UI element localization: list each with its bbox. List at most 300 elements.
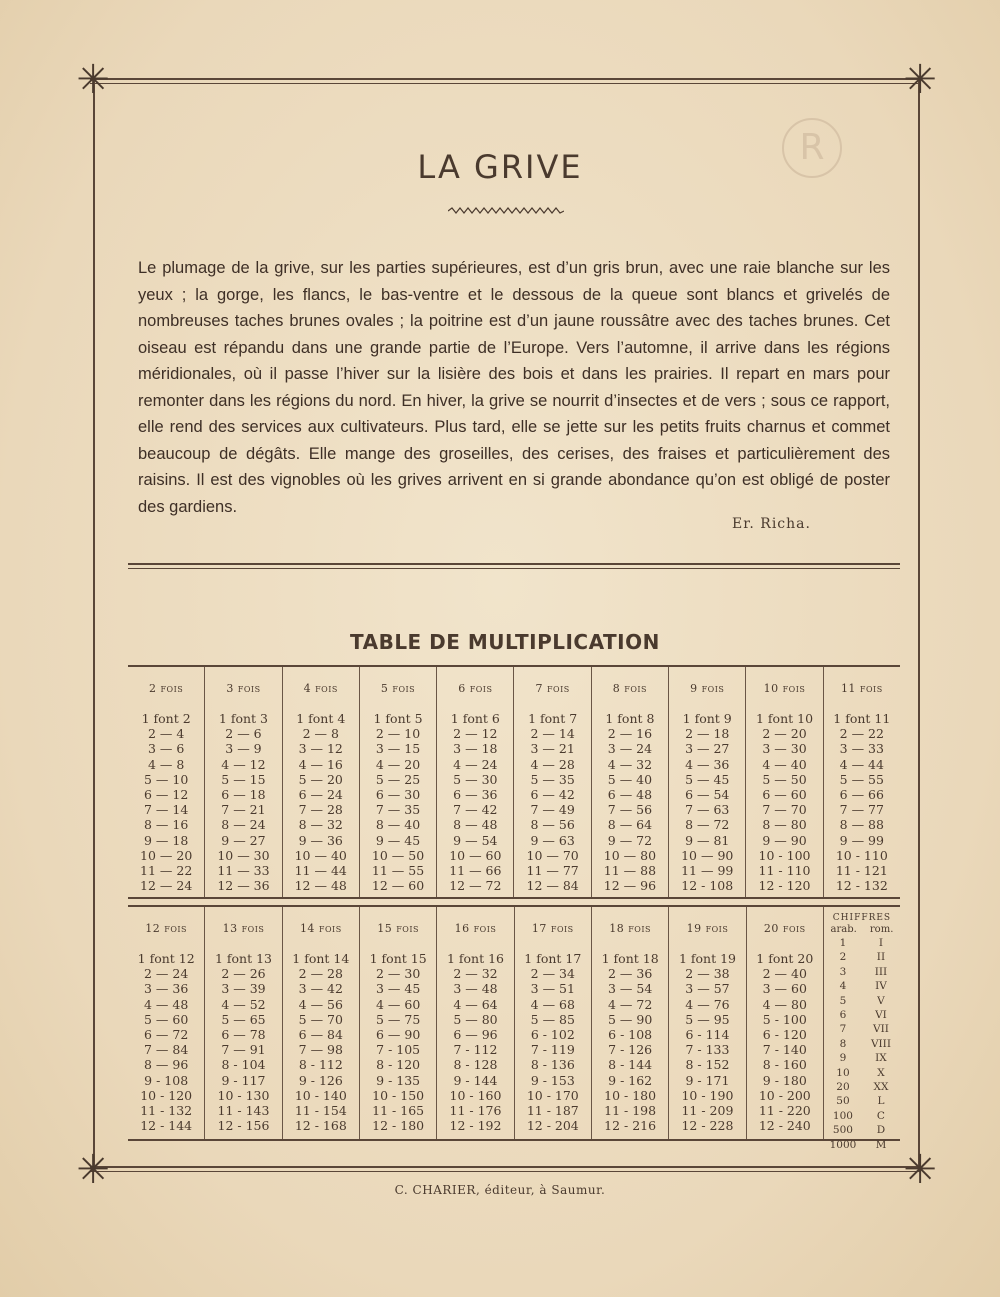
table-cell: 7 — 84 (144, 1042, 189, 1058)
table-cell: 12 - 132 (835, 878, 888, 894)
table-cell: 6 — 12 (143, 787, 189, 803)
table-cell: 10 - 140 (294, 1087, 347, 1103)
border-top (90, 78, 920, 84)
table-cell: 9 - 180 (762, 1072, 807, 1088)
border-right (918, 78, 920, 1168)
table-cell: 4 — 32 (607, 756, 653, 772)
table-cell: 8 - 104 (221, 1057, 266, 1073)
table-cell: 10 — 60 (449, 847, 502, 863)
numeral-row (824, 1051, 900, 1065)
table-cell: 8 - 128 (453, 1057, 498, 1073)
table-cell: 9 — 81 (685, 832, 730, 848)
roman-numeral: XX (873, 1081, 889, 1094)
table-cell: 3 — 9 (225, 741, 262, 757)
table-cell: 10 — 70 (526, 847, 579, 863)
arabic-numeral: 5 (839, 994, 847, 1007)
library-stamp: R (782, 118, 842, 178)
table-cell: 3 — 18 (453, 741, 498, 757)
corner-ornament-icon: ✳ (76, 1147, 110, 1193)
table-cell: 8 - 136 (530, 1057, 575, 1073)
table-cell: 3 — 51 (530, 981, 575, 997)
table-cell: 10 - 170 (526, 1087, 579, 1103)
table-cell: 3 — 42 (298, 981, 343, 997)
table-cell: 9 — 63 (530, 832, 575, 848)
table-cell: 3 — 27 (685, 741, 730, 757)
table-cell: 6 — 60 (762, 787, 807, 803)
table-cell: 1 font 6 (450, 711, 500, 726)
table-cell: 10 - 130 (217, 1087, 270, 1103)
table-cell: 11 — 99 (681, 863, 734, 879)
table-cell: 6 — 96 (453, 1027, 498, 1043)
column-header: 19 fois (686, 922, 729, 935)
table-cell: 11 - 220 (758, 1103, 811, 1119)
article-paragraph: Le plumage de la grive, sur les parties supérieures, est d’un gris brun, avec une raie blanche sur les yeux ; la gorge, les flancs, le bas-ventre et le dessous de la queue sont blancs et grivelés de nombreuses taches brunes ovales ; la poitrine est d’un jaune roussâtre avec des taches brunes. Cet oiseau est répandu dans une grande partie de l’Europe. Vers l’automne, il arrive dans les régions méridionales, où il passe l’hiver sur la lisière des bois et dans les prairies. Il repart en mars pour remonter dans les régions du nord. En hiver, la grive se nourrit d’insectes et de vers ; sous ce rapport, elle rend des services aux cultivateurs. Plus tard, elle se jette sur les petits fruits charnus et commet beaucoup de dégâts. Elle mange des groseilles, des cerises, des fraises et particulièrement des raisins. Il est des vignobles où les grives arrivent en si grande abondance qu’on est obligé de poster des gardiens. (138, 259, 890, 516)
roman-numerals-column (823, 907, 900, 1151)
table-cell: 2 — 34 (530, 966, 575, 982)
table-column (668, 907, 745, 1139)
table-cell: 2 — 28 (298, 966, 343, 982)
table-cell: 1 font 3 (218, 711, 268, 726)
table-cell: 7 — 63 (685, 802, 730, 818)
roman-numeral: X (877, 1066, 885, 1079)
table-cell: 11 - 154 (294, 1103, 347, 1119)
table-column (359, 907, 436, 1139)
table-cell: 3 — 33 (839, 741, 884, 757)
table-cell: 7 — 77 (839, 802, 884, 818)
table-cell: 6 — 42 (530, 787, 575, 803)
table-cell: 9 - 144 (453, 1072, 498, 1088)
table-cell: 12 — 24 (140, 878, 193, 894)
table-cell: 7 - 126 (608, 1042, 653, 1058)
table-cell: 4 — 56 (298, 996, 343, 1012)
table-cell: 12 - 108 (681, 878, 734, 894)
roman-numeral: V (877, 994, 885, 1007)
table-cell: 9 - 153 (530, 1072, 575, 1088)
table-column (436, 907, 513, 1139)
column-header: 3 fois (226, 682, 261, 695)
table-cell: 7 — 98 (298, 1042, 343, 1058)
column-header: 13 fois (222, 922, 265, 935)
table-cell: 5 — 15 (221, 771, 266, 787)
roman-label: rom. (869, 924, 894, 935)
roman-numeral: III (874, 965, 888, 978)
table-cell: 11 - 110 (758, 863, 811, 879)
table-cell: 2 — 26 (221, 966, 266, 982)
column-header: 18 fois (609, 922, 651, 935)
arabic-numeral: 4 (839, 980, 847, 993)
table-cell: 2 — 38 (685, 966, 730, 982)
table-cell: 4 — 20 (375, 756, 421, 772)
table-cell: 5 — 85 (530, 1011, 575, 1027)
table-cell: 11 - 187 (526, 1103, 579, 1119)
roman-numeral: C (876, 1109, 885, 1122)
arabic-numeral: 2 (839, 951, 847, 964)
roman-numeral: I (878, 937, 884, 949)
table-cell: 1 font 19 (678, 951, 736, 966)
table-cell: 4 — 16 (298, 756, 343, 772)
column-header: 15 fois (377, 922, 420, 935)
table-column (282, 907, 359, 1139)
roman-numeral: II (876, 951, 886, 964)
table-cell: 5 — 95 (685, 1011, 730, 1027)
table-cell: 7 — 42 (453, 802, 498, 818)
roman-numeral: IX (875, 1052, 887, 1065)
table-cell: 4 — 48 (144, 996, 189, 1012)
table-cell: 4 — 40 (762, 756, 807, 772)
arabic-numeral: 7 (839, 1023, 847, 1036)
table-cell: 9 — 54 (453, 832, 498, 848)
table-cell: 7 — 21 (221, 802, 266, 818)
table-cell: 11 - 209 (681, 1103, 734, 1119)
table-cell: 5 — 80 (453, 1011, 498, 1027)
table-cell: 12 - 240 (758, 1118, 811, 1134)
table-cell: 1 font 8 (605, 711, 655, 726)
table-cell: 8 — 96 (144, 1057, 189, 1073)
table-cell: 9 — 18 (143, 832, 189, 848)
table-cell: 4 — 24 (453, 756, 498, 772)
table-cell: 2 — 18 (685, 726, 730, 742)
table-cell: 3 — 21 (530, 741, 575, 757)
table-cell: 12 - 204 (526, 1118, 579, 1134)
table-cell: 12 — 96 (603, 878, 657, 894)
table-cell: 5 — 75 (375, 1011, 421, 1027)
table-cell: 8 — 40 (375, 817, 421, 833)
table-column (436, 667, 513, 897)
table-cell: 6 — 48 (607, 787, 653, 803)
table-cell: 8 — 32 (298, 817, 343, 833)
arabic-numeral: 6 (839, 1009, 847, 1022)
table-cell: 12 - 144 (140, 1118, 193, 1134)
table-cell: 1 font 12 (137, 951, 195, 966)
numeral-row (824, 936, 900, 950)
table-cell: 9 — 27 (221, 832, 266, 848)
border-bottom (90, 1166, 920, 1172)
table-cell: 2 — 20 (762, 726, 807, 742)
table-cell: 5 - 100 (762, 1011, 807, 1027)
table-cell: 3 — 45 (375, 981, 421, 997)
table-cell: 5 — 60 (144, 1011, 189, 1027)
table-cell: 7 - 133 (685, 1042, 730, 1058)
table-cell: 10 — 20 (140, 847, 193, 863)
section-divider (128, 563, 900, 569)
table-cell: 8 - 112 (298, 1057, 343, 1073)
column-header: 17 fois (531, 922, 574, 935)
table-cell: 10 — 90 (681, 847, 734, 863)
table-cell: 8 — 72 (685, 817, 730, 833)
table-cell: 12 — 36 (217, 878, 270, 894)
table-cell: 6 — 78 (221, 1027, 266, 1043)
border-left (93, 78, 95, 1168)
table-cell: 6 — 54 (685, 787, 730, 803)
numeral-row (824, 1109, 900, 1123)
table-cell: 10 - 110 (835, 847, 888, 863)
table-cell: 2 — 22 (839, 726, 884, 742)
numeral-row (824, 1008, 900, 1022)
publisher-footer: C. CHARIER, éditeur, à Saumur. (394, 1183, 606, 1197)
table-cell: 12 - 216 (604, 1118, 657, 1134)
arabic-numeral: 9 (839, 1052, 847, 1065)
column-header: CHIFFRES (832, 913, 892, 923)
table-cell: 2 — 32 (453, 966, 498, 982)
arabic-numeral: 1 (839, 937, 847, 949)
table-cell: 2 — 30 (375, 966, 421, 982)
arabic-numeral: 8 (839, 1037, 847, 1050)
table-column (128, 667, 204, 897)
table-cell: 12 — 84 (526, 878, 579, 894)
table-cell: 9 — 36 (298, 832, 343, 848)
table-cell: 3 — 36 (144, 981, 189, 997)
table-column (204, 907, 281, 1139)
table-cell: 4 — 52 (221, 996, 266, 1012)
table-cell: 1 font 9 (682, 711, 732, 726)
table-cell: 3 — 57 (685, 981, 730, 997)
table-cell: 3 — 6 (147, 741, 185, 757)
table-cell: 11 — 33 (217, 863, 270, 879)
table-cell: 5 — 65 (221, 1011, 266, 1027)
table-cell: 7 - 119 (530, 1042, 575, 1058)
table-cell: 11 - 121 (835, 863, 888, 879)
corner-ornament-icon: ✳ (903, 1147, 937, 1193)
numeral-row (824, 1123, 900, 1137)
table-cell: 9 - 126 (298, 1072, 343, 1088)
table-cell: 11 - 132 (140, 1103, 193, 1119)
roman-numeral: VI (875, 1009, 887, 1022)
numeral-row (824, 965, 900, 979)
table-cell: 9 — 90 (762, 832, 807, 848)
roman-numeral: IV (875, 980, 887, 993)
table-cell: 7 — 14 (143, 802, 189, 818)
table-column (823, 667, 900, 897)
table-cell: 10 — 80 (603, 847, 657, 863)
table-cell: 6 - 120 (762, 1027, 807, 1043)
table-cell: 11 — 66 (449, 863, 502, 879)
table-cell: 6 - 108 (608, 1027, 653, 1043)
table-cell: 3 — 60 (762, 981, 807, 997)
table-cell: 11 — 55 (371, 863, 425, 879)
table-cell: 12 — 48 (294, 878, 347, 894)
table-cell: 1 font 14 (292, 951, 350, 966)
column-header: 9 fois (690, 682, 725, 695)
corner-ornament-icon: ✳ (903, 57, 937, 103)
table-cell: 6 — 18 (221, 787, 266, 803)
table-column (745, 667, 822, 897)
ornament-squiggle-icon (448, 206, 564, 216)
arabic-numeral: 500 (832, 1124, 853, 1137)
numeral-row (824, 979, 900, 993)
table-cell: 1 font 16 (446, 951, 504, 966)
table-cell: 11 — 44 (294, 863, 347, 879)
column-header: 12 fois (145, 922, 188, 935)
table-cell: 11 — 77 (526, 863, 579, 879)
table-cell: 6 - 102 (530, 1027, 575, 1043)
table-cell: 11 - 143 (217, 1103, 270, 1119)
table-cell: 6 — 72 (144, 1027, 189, 1043)
table-cell: 8 - 160 (762, 1057, 807, 1073)
table-cell: 2 — 36 (607, 966, 653, 982)
table-column (204, 667, 281, 897)
numeral-row (824, 994, 900, 1008)
table-cell: 6 - 114 (685, 1027, 730, 1043)
table-cell: 7 — 35 (375, 802, 421, 818)
table-cell: 8 - 144 (608, 1057, 653, 1073)
table-cell: 3 — 48 (453, 981, 498, 997)
table-column (668, 667, 745, 897)
table-cell: 12 - 168 (294, 1118, 347, 1134)
multiplication-table-1 (128, 665, 900, 899)
table-cell: 3 — 39 (221, 981, 266, 997)
column-header: 5 fois (380, 682, 416, 695)
table-cell: 7 — 28 (298, 802, 343, 818)
arabic-numeral: 50 (836, 1095, 850, 1108)
column-header: 7 fois (535, 682, 570, 695)
numeral-row (824, 1066, 900, 1080)
table-cell: 10 - 120 (140, 1087, 193, 1103)
table-cell: 11 — 88 (603, 863, 657, 879)
column-header: 4 fois (303, 682, 338, 695)
column-header: 8 fois (612, 682, 648, 695)
table-cell: 5 — 90 (607, 1011, 653, 1027)
table-cell: 5 — 45 (685, 771, 730, 787)
table-cell: 7 — 70 (762, 802, 807, 818)
table-cell: 9 - 171 (685, 1072, 730, 1088)
table-cell: 10 - 160 (449, 1087, 502, 1103)
table-column (746, 907, 823, 1139)
table-cell: 12 - 156 (217, 1118, 270, 1134)
table-cell: 11 — 22 (140, 863, 193, 879)
table-cell: 5 — 50 (762, 771, 807, 787)
table-cell: 8 — 56 (530, 817, 575, 833)
table-cell: 5 — 25 (375, 771, 421, 787)
numeral-row (824, 1037, 900, 1051)
corner-ornament-icon: ✳ (76, 57, 110, 103)
table-cell: 6 — 24 (298, 787, 343, 803)
table-cell: 5 — 70 (298, 1011, 343, 1027)
table-cell: 11 - 198 (604, 1103, 657, 1119)
multiplication-table-2 (128, 905, 900, 1151)
column-header: 2 fois (149, 682, 184, 695)
table-cell: 2 — 10 (375, 726, 421, 742)
table-cell: 9 - 162 (608, 1072, 653, 1088)
table-cell: 6 — 84 (298, 1027, 343, 1043)
table-cell: 1 font 10 (756, 711, 814, 726)
roman-numeral: M (875, 1138, 887, 1151)
table-cell: 2 — 4 (147, 726, 185, 742)
table-column (591, 667, 668, 897)
table-cell: 1 font 5 (373, 711, 423, 726)
numeral-row (824, 1022, 900, 1036)
table-cell: 9 — 45 (375, 832, 421, 848)
roman-numeral: VIII (870, 1037, 891, 1050)
roman-numeral: VII (873, 1023, 889, 1036)
table-cell: 8 — 88 (839, 817, 884, 833)
arabic-numeral: 20 (836, 1081, 850, 1094)
table-cell: 1 font 18 (601, 951, 659, 966)
table-cell: 7 - 105 (376, 1042, 421, 1058)
column-header: 10 fois (763, 682, 806, 695)
table-cell: 8 — 24 (221, 817, 266, 833)
table-cell: 1 font 15 (369, 951, 427, 966)
numeral-row (824, 1080, 900, 1094)
table-column (359, 667, 436, 897)
table-cell: 2 — 14 (530, 726, 575, 742)
table-cell: 11 - 176 (449, 1103, 502, 1119)
arabic-numeral: 1000 (829, 1138, 857, 1151)
table-cell: 1 font 11 (833, 711, 891, 726)
table-cell: 5 — 35 (530, 771, 575, 787)
roman-numeral: L (877, 1095, 885, 1108)
table-cell: 3 — 30 (762, 741, 807, 757)
table-cell: 5 — 30 (453, 771, 498, 787)
table-cell: 3 — 54 (607, 981, 653, 997)
table-cell: 4 — 68 (530, 996, 575, 1012)
arabic-numeral: 100 (832, 1109, 853, 1122)
numeral-row (824, 950, 900, 964)
table-cell: 4 — 44 (839, 756, 884, 772)
column-header: 14 fois (299, 922, 342, 935)
table-cell: 5 — 40 (607, 771, 653, 787)
table-cell: 12 — 72 (449, 878, 502, 894)
table-cell: 5 — 55 (839, 771, 884, 787)
table-column (591, 907, 668, 1139)
table-cell: 6 — 30 (375, 787, 421, 803)
table-cell: 4 — 28 (530, 756, 575, 772)
table-column (513, 667, 590, 897)
table-cell: 8 - 120 (376, 1057, 421, 1073)
table-cell: 6 — 36 (453, 787, 498, 803)
table-cell: 4 — 80 (762, 996, 807, 1012)
table-cell: 2 — 24 (144, 966, 189, 982)
table-cell: 4 — 64 (453, 996, 498, 1012)
table-cell: 9 - 108 (144, 1072, 189, 1088)
table-title: TABLE DE MULTIPLICATION (350, 630, 660, 654)
table-cell: 3 — 24 (607, 741, 653, 757)
table-cell: 4 — 60 (375, 996, 421, 1012)
table-cell: 7 — 49 (530, 802, 575, 818)
table-cell: 8 — 64 (607, 817, 653, 833)
table-cell: 10 - 150 (372, 1087, 425, 1103)
table-cell: 3 — 15 (375, 741, 421, 757)
table-cell: 10 — 50 (371, 847, 425, 863)
column-header: 6 fois (458, 682, 493, 695)
table-cell: 1 font 13 (214, 951, 272, 966)
table-cell: 6 — 90 (375, 1027, 421, 1043)
table-cell: 8 — 16 (143, 817, 189, 833)
table-cell: 8 — 48 (453, 817, 498, 833)
table-cell: 1 font 2 (141, 711, 191, 726)
table-cell: 7 - 112 (453, 1042, 498, 1058)
table-cell: 6 — 66 (839, 787, 884, 803)
table-cell: 8 — 80 (762, 817, 807, 833)
table-cell: 4 — 12 (221, 756, 266, 772)
table-column (128, 907, 204, 1139)
table-cell: 12 - 228 (681, 1118, 734, 1134)
table-cell: 5 — 10 (143, 771, 189, 787)
table-cell: 12 - 120 (758, 878, 811, 894)
table-cell: 7 — 91 (221, 1042, 266, 1058)
arabic-numeral: 3 (839, 965, 847, 978)
table-cell: 4 — 8 (147, 756, 185, 772)
numeral-row (824, 1094, 900, 1108)
table-cell: 5 — 20 (298, 771, 343, 787)
table-cell: 9 — 99 (839, 832, 884, 848)
table-cell: 1 font 4 (296, 711, 346, 726)
table-cell: 3 — 12 (298, 741, 343, 757)
column-header: 11 fois (840, 682, 883, 695)
table-cell: 11 - 165 (372, 1103, 425, 1119)
table-cell: 10 - 100 (758, 847, 811, 863)
column-header: 20 fois (763, 922, 806, 935)
table-cell: 9 — 72 (607, 832, 653, 848)
